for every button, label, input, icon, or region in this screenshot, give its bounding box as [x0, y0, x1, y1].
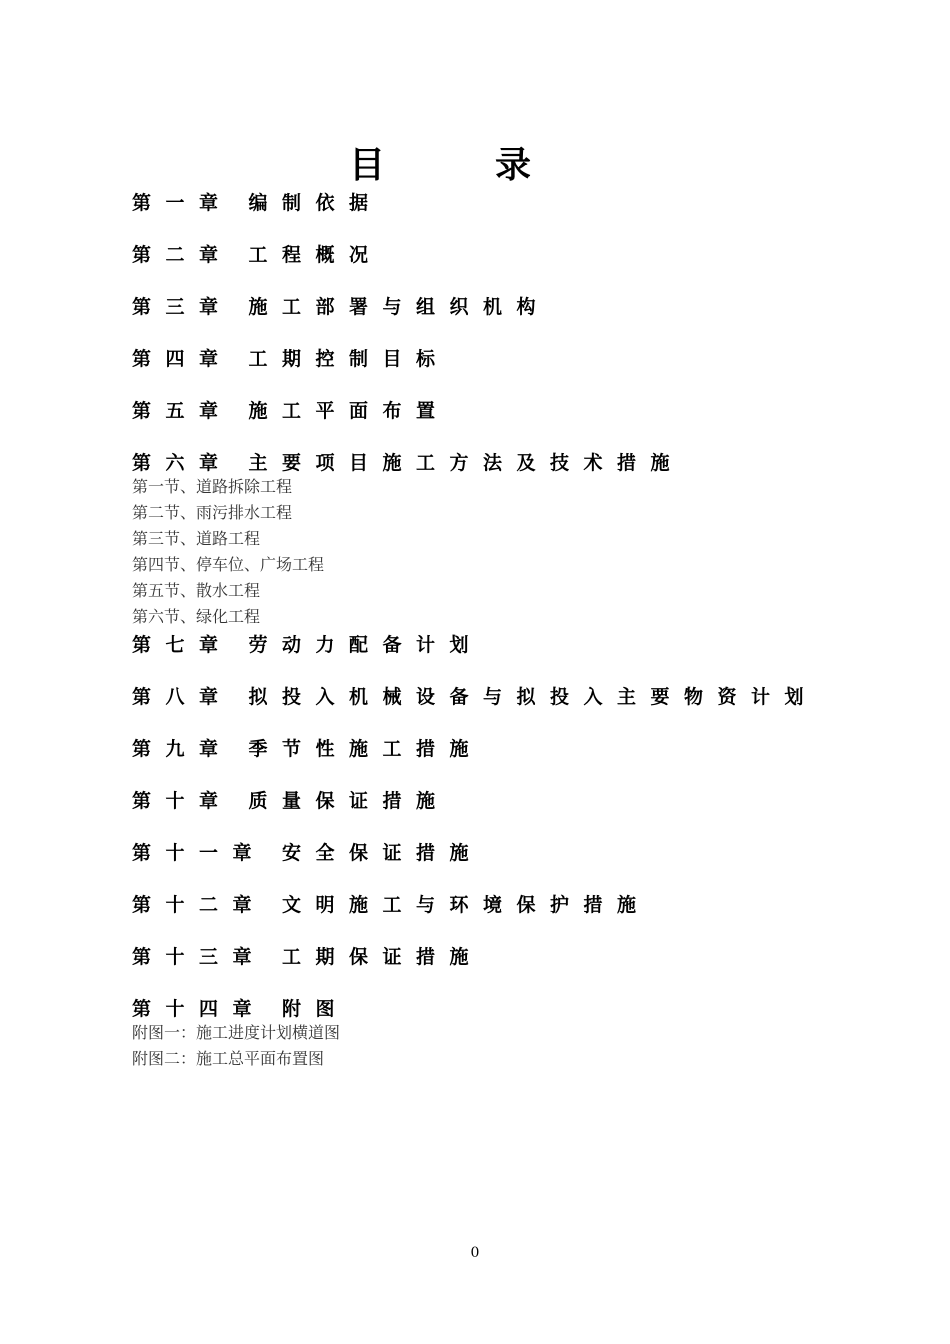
toc-section: 第三节、道路工程: [132, 529, 261, 548]
toc-chapter: [132, 630, 892, 660]
toc-section: 第四节、停车位、广场工程: [132, 555, 325, 574]
toc-section: 第二节、雨污排水工程: [132, 503, 293, 522]
toc-chapter: [132, 890, 892, 920]
chapter-number: 第九章: [132, 738, 233, 760]
chapter-number: 第十章: [132, 790, 233, 812]
toc-chapter: [132, 734, 892, 764]
chapter-number: 第三章: [132, 296, 233, 318]
chapter-number: 第十二章: [132, 894, 267, 916]
chapter-title: 附图: [282, 998, 350, 1020]
chapter-number: 第四章: [132, 348, 233, 370]
chapter-number: 第六章: [132, 452, 233, 474]
chapter-title: 施工部署与组织机构: [248, 296, 551, 318]
chapter-title: 工期保证措施: [282, 946, 484, 968]
chapter-title: 编制依据: [248, 192, 383, 214]
chapter-title: 安全保证措施: [282, 842, 484, 864]
chapter-title: 主要项目施工方法及技术措施: [248, 452, 685, 474]
toc-chapter: [132, 786, 892, 816]
chapter-title: 工期控制目标: [248, 348, 450, 370]
chapter-title: 拟投入机械设备与拟投入主要物资计划: [248, 686, 819, 708]
toc-chapter: [132, 396, 892, 426]
toc-chapter: [132, 344, 892, 374]
toc-chapter: [132, 240, 892, 270]
chapter-number: 第八章: [132, 686, 233, 708]
chapter-number: 第二章: [132, 244, 233, 266]
toc-chapter: [132, 838, 892, 868]
chapter-number: 第十一章: [132, 842, 267, 864]
page-number: 0: [470, 1245, 480, 1261]
chapter-title: 工程概况: [248, 244, 383, 266]
toc-chapter: [132, 188, 892, 218]
chapter-title: 劳动力配备计划: [248, 634, 484, 656]
toc-section: 第五节、散水工程: [132, 581, 261, 600]
chapter-title: 季节性施工措施: [248, 738, 484, 760]
toc-chapter: [132, 942, 892, 972]
chapter-number: 第十四章: [132, 998, 267, 1020]
page-title: 目录: [348, 144, 641, 186]
chapter-number: 第七章: [132, 634, 233, 656]
chapter-sections: [132, 474, 892, 630]
chapter-number: 第十三章: [132, 946, 267, 968]
toc-chapter: [132, 292, 892, 322]
toc-section: 附图一：施工进度计划横道图: [132, 1023, 341, 1042]
chapter-title: 施工平面布置: [248, 400, 450, 422]
chapter-sections: [132, 1020, 892, 1072]
chapter-number: 第五章: [132, 400, 233, 422]
chapter-title: 质量保证措施: [248, 790, 450, 812]
chapter-number: 第一章: [132, 192, 233, 214]
toc-section: 附图二：施工总平面布置图: [132, 1049, 325, 1068]
table-of-contents: [132, 188, 892, 1072]
toc-section: 第一节、道路拆除工程: [132, 477, 293, 496]
toc-section: 第六节、绿化工程: [132, 607, 261, 626]
chapter-title: 文明施工与环境保护措施: [282, 894, 651, 916]
toc-chapter: [132, 682, 892, 712]
